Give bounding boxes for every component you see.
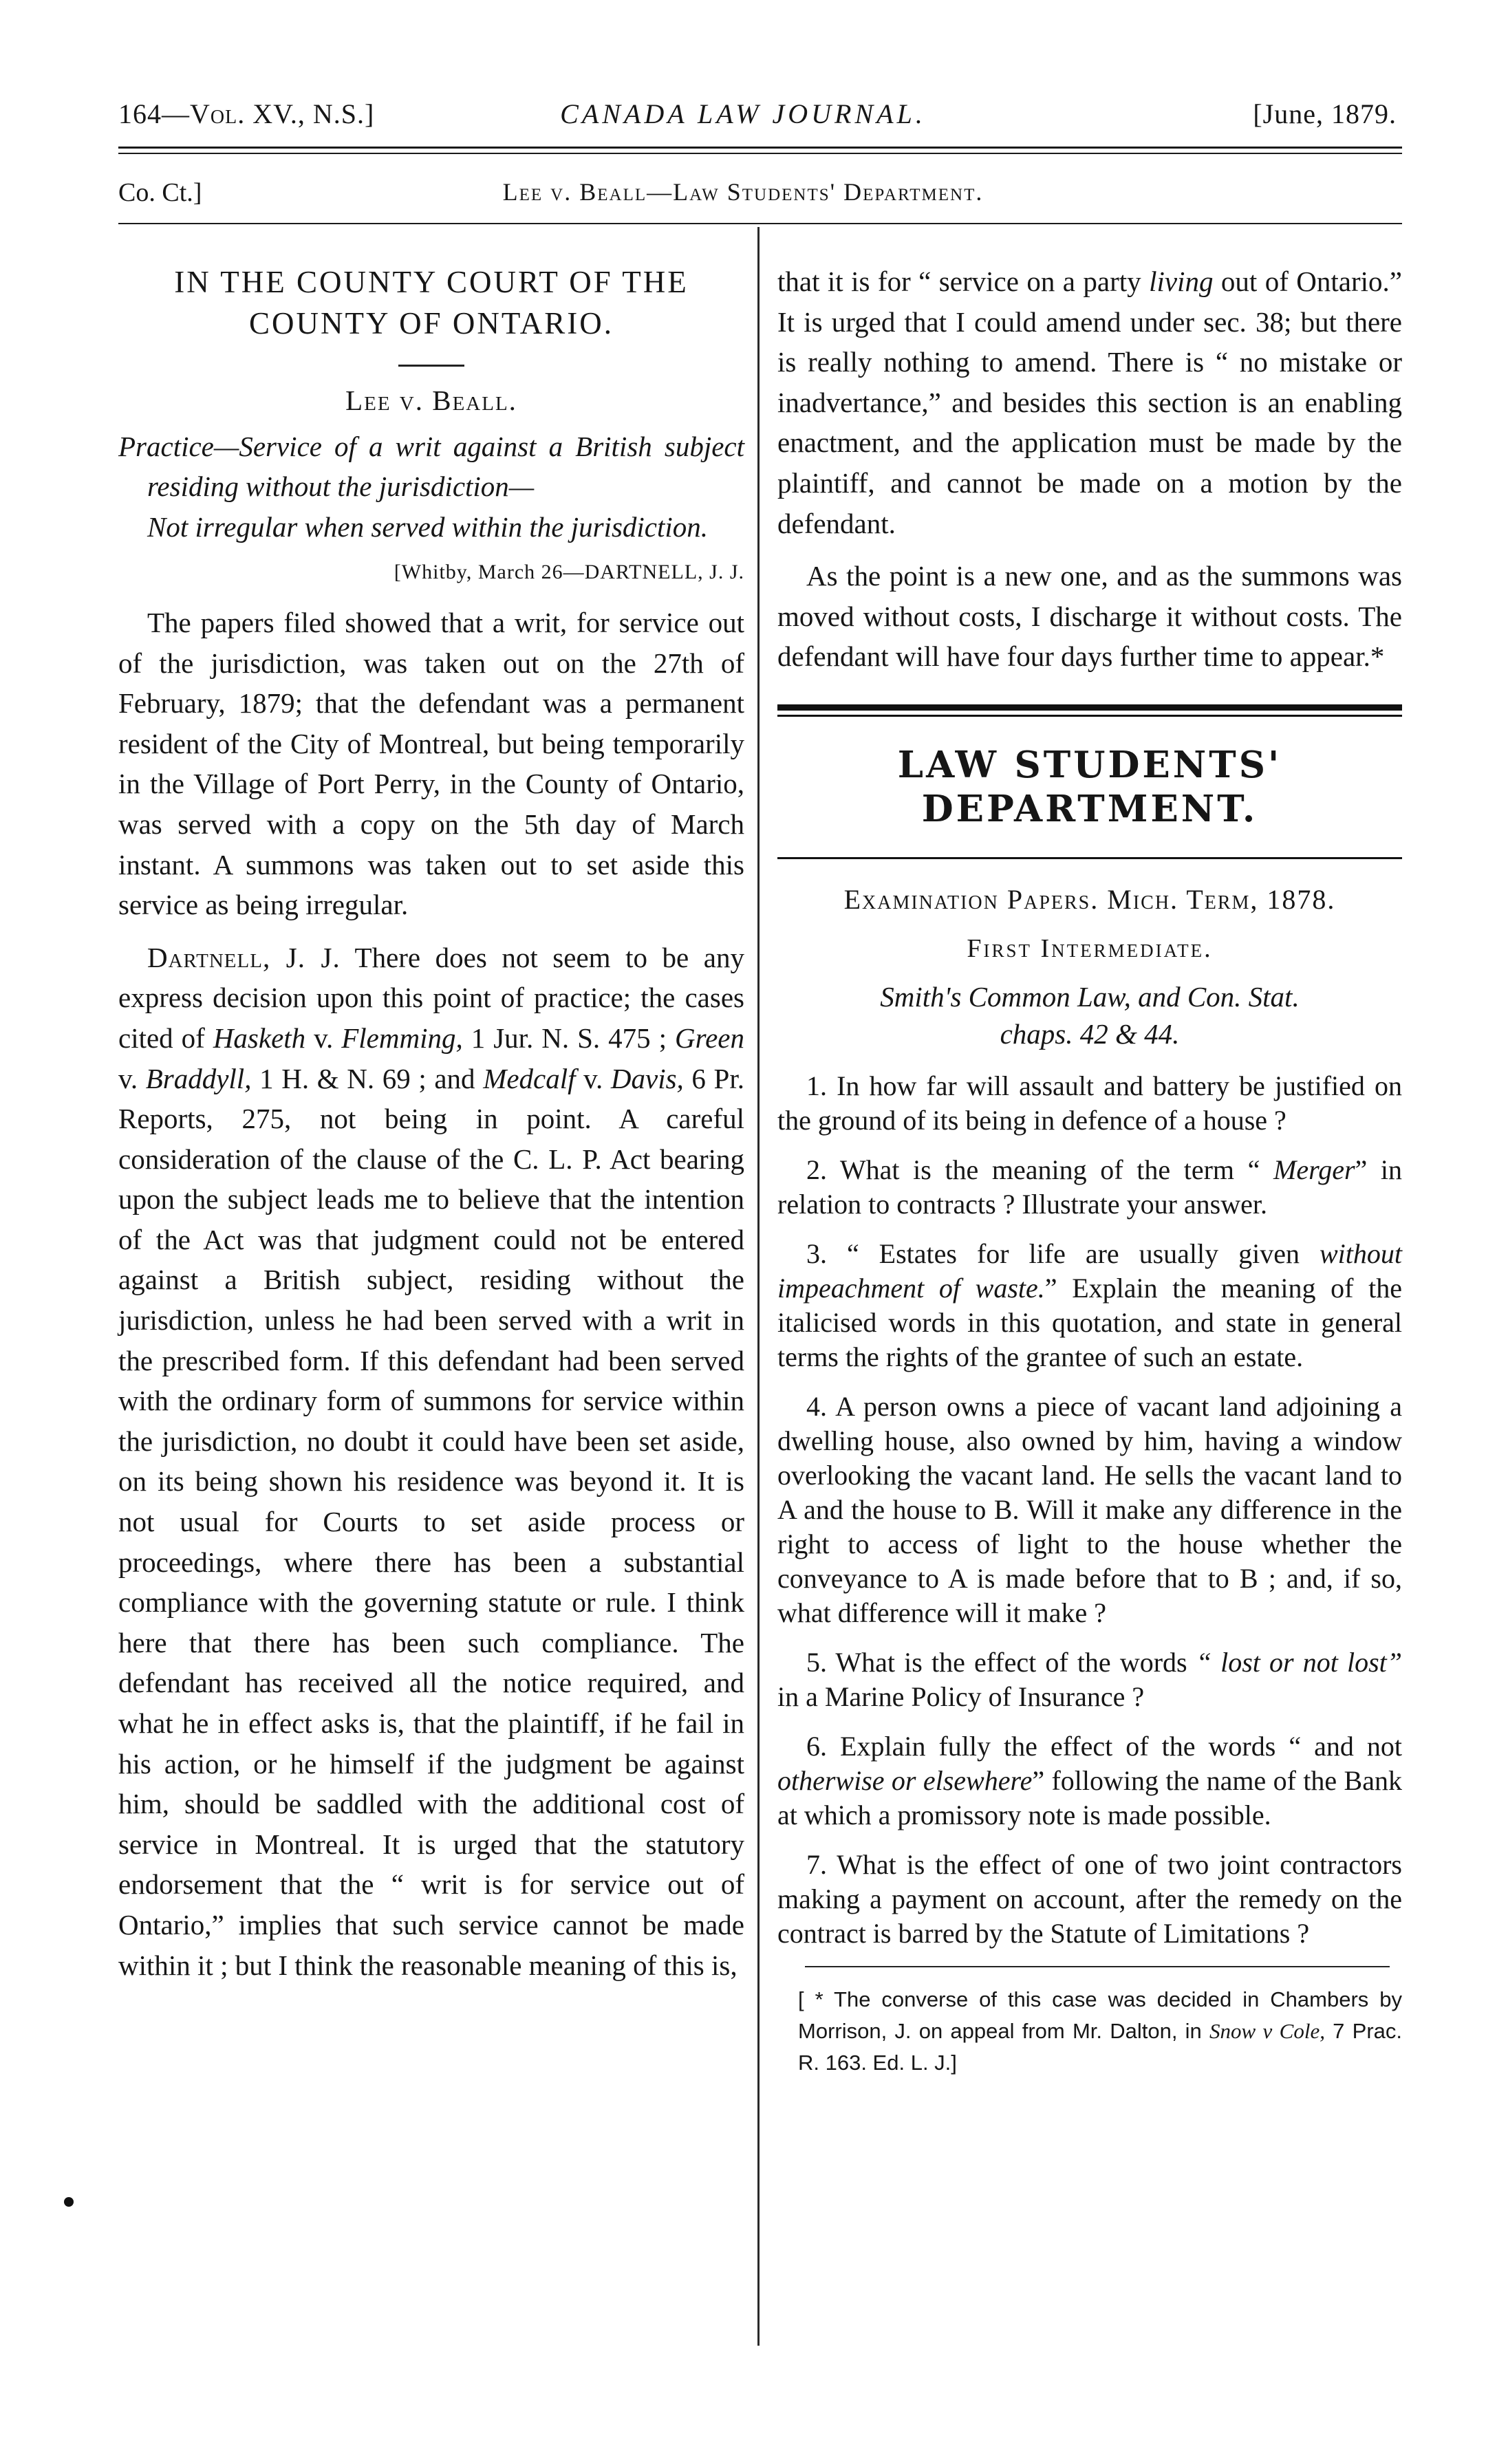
case-citation-4: Braddyll,	[145, 1062, 252, 1094]
page-volume-label: 164—Vol. XV., N.S.]	[118, 98, 375, 129]
column-divider	[757, 227, 760, 2346]
department-rule-bottom	[777, 857, 1402, 859]
left-column	[118, 261, 744, 1985]
judgment-text-3: 1 Jur. N. S. 475 ;	[462, 1022, 676, 1054]
subheader-rule	[118, 223, 1402, 224]
title-divider	[398, 365, 464, 367]
question-text: 7. What is the effect of one of two joint contractors making a payment on account, after the remedy on the contract is barred by the Statute of Limitations ?	[777, 1849, 1402, 1949]
footnote	[777, 1984, 1402, 2079]
case-citation-2: Flemming,	[341, 1022, 463, 1054]
question-text: ” in relation to contracts ? Illustrate your answer.	[777, 1154, 1403, 1220]
case-name: Lee v. Beall.	[345, 385, 517, 416]
question-italic: without impeachment of waste.	[777, 1238, 1402, 1304]
issue-date: [June, 1879.	[1253, 98, 1397, 129]
judge-name: Dartnell, J. J.	[147, 941, 341, 973]
judgment-text-7: 6 Pr. Reports, 275, not being in point. A careful consideration of the clause of the C. L. P. Act bearing upon the subject leads me to believe that the intention of the Act was that judgment could not be entered against a British subject, residing without the jurisdiction, unless he had been served with a writ in the prescribed form. If this defendant had been served with the ordinary form of summons for service within the jurisdiction, no doubt it could have been set aside, on its being shown his residence was beyond it. It is not usual for Courts to set aside process or proceedings, where there has been a substantial compliance with the governing statute or rule. I think here that there has been such compliance. The defendant has received all the notice required, and what he in effect asks is, that the plaintiff, if he fail in his action, or he himself if the judgment be against him, should be saddled with the additional cost of service in Montreal. It is urged that the statutory endorsement that the “ writ is for service out of Ontario,” implies that such service cannot be made within it ; but I think the reasonable meaning of this is,	[118, 1062, 744, 1981]
journal-title: CANADA LAW JOURNAL.	[560, 98, 926, 129]
footnote-text-b: 7 Prac. R. 163. Ed. L. J.]	[798, 2019, 1402, 2075]
case-citation-6: Davis,	[610, 1062, 684, 1094]
question-6	[777, 1729, 1402, 1833]
question-italic: “ lost or not lost”	[1196, 1647, 1403, 1678]
department-rule-thick	[777, 704, 1402, 711]
question-3	[777, 1237, 1402, 1374]
continuation-text-a: that it is for “ service on a party	[777, 266, 1150, 297]
department-title: LAW STUDENTS' DEPARTMENT.	[897, 743, 1282, 830]
running-title: Lee v. Beall—Law Students' Department.	[502, 178, 984, 206]
question-text: 4. A person owns a piece of vacant land adjoining a dwelling house, also owned by him, having a window overlooking the vacant land. He sells the vacant land to A and the house to B. Will it make any difference in the right to access of light to the house whether the conveyance to A is made before that to B ; and, if so, what difference will it make ?	[777, 1391, 1402, 1629]
question-text: 3. “ Estates for life are usually given	[806, 1238, 1320, 1270]
department-rule-thin	[777, 715, 1402, 717]
judgment-text-6: v.	[575, 1062, 611, 1094]
footnote-rule	[805, 1966, 1390, 1967]
textbook-line-1: Smith's Common Law, and Con. Stat.	[880, 981, 1300, 1013]
continuation-italic: living	[1149, 266, 1214, 297]
judgment-text-4: v.	[118, 1062, 146, 1094]
conclusion-paragraph: As the point is a new one, and as the summons was moved without costs, I discharge it without costs. The defendant will have four days further time to appear.*	[777, 560, 1402, 673]
judge-line: [Whitby, March 26—DARTNELL, J. J.	[394, 561, 744, 584]
case-citation-1: Hasketh	[213, 1022, 306, 1054]
header-rule-top	[118, 147, 1402, 149]
question-italic: otherwise or elsewhere	[777, 1765, 1033, 1797]
intermediate-heading: First Intermediate.	[967, 933, 1213, 963]
question-text: ” Explain the meaning of the italicised words in this quotation, and state in general terms the rights of the grantee of such an estate.	[777, 1273, 1402, 1373]
facts-paragraph: The papers filed showed that a writ, for service out of the jurisdiction, was taken out on the 27th of February, 1879; that the defendant was a permanent resident of the City of Montreal, but being temporarily in the Village of Port Perry, in the County of Ontario, was served with a copy on the 5th day of March instant. A summons was taken out to set aside this service as being irregular.	[118, 606, 744, 921]
continuation-paragraph	[777, 261, 1402, 543]
textbook-line-2: chaps. 42 & 44.	[1000, 1018, 1180, 1050]
headnote	[118, 426, 744, 548]
court-abbrev: Co. Ct.]	[118, 178, 202, 207]
judgment-text-1: There does not seem to be any express decision upon this point of practice; the cases cited of	[118, 941, 744, 1054]
question-text: ” following the name of the Bank at which a promissory note is made possible.	[777, 1765, 1402, 1831]
margin-mark	[64, 2197, 74, 2207]
right-column	[777, 261, 1402, 2079]
header-rule-bottom	[118, 153, 1402, 154]
case-citation-5: Medcalf	[483, 1062, 576, 1094]
question-text: 6. Explain fully the effect of the words “ and not	[806, 1731, 1402, 1762]
question-text: 2. What is the meaning of the term “	[806, 1154, 1274, 1186]
judgment-text-5: 1 H. & N. 69 ; and	[251, 1062, 484, 1094]
question-7	[777, 1848, 1402, 1951]
court-title: IN THE COUNTY COURT OF THE COUNTY OF ONTARIO.	[174, 265, 689, 341]
question-5	[777, 1645, 1402, 1714]
headnote-part1: Practice—Service of a writ against a British subject residing without the jurisdiction—	[118, 430, 744, 503]
question-4	[777, 1390, 1402, 1630]
continuation-text-b: out of Ontario.” It is urged that I could amend under sec. 38; but there is really nothing to amend. There is “ no mistake or inadvertance,” and besides this section is an enabling enactment, and the application must be made by the plaintiff, and cannot be made on a motion by the defendant.	[777, 266, 1402, 539]
question-italic: Merger	[1273, 1154, 1355, 1186]
case-citation-3: Green	[675, 1022, 744, 1054]
footnote-text-a: [ * The converse of this case was decided in Chambers by Morrison, J. on appeal from Mr. Dalton, in	[798, 1987, 1402, 2044]
judgment-text-2: v.	[305, 1022, 342, 1054]
question-1	[777, 1069, 1402, 1138]
judgment-paragraph	[118, 938, 744, 1985]
question-text: 1. In how far will assault and battery be justified on the ground of its being in defence of a house ?	[777, 1070, 1402, 1136]
question-text: in a Marine Policy of Insurance ?	[777, 1681, 1145, 1713]
exam-heading: Examination Papers. Mich. Term, 1878.	[843, 883, 1336, 915]
footnote-case: Snow v Cole,	[1209, 2019, 1325, 2044]
question-text: 5. What is the effect of the words	[806, 1647, 1196, 1678]
headnote-part2: Not irregular when served within the jurisdiction.	[147, 510, 709, 543]
textbook-heading	[777, 978, 1402, 1052]
question-2	[777, 1153, 1402, 1222]
